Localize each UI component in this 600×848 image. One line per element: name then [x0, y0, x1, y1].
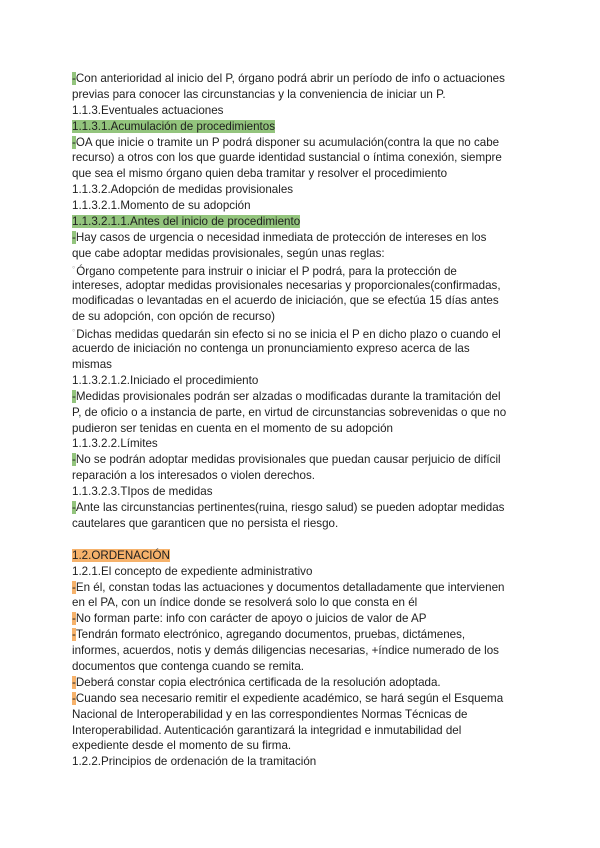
line-text: que sea el mismo órgano quien deba tramitar y resolver el procedimiento [72, 167, 448, 181]
dash-marker: - [72, 580, 76, 594]
text-line [72, 262, 532, 278]
text-line [72, 198, 532, 214]
dash-marker: - [72, 389, 76, 403]
text-line [72, 309, 532, 325]
text-line [72, 103, 532, 119]
line-text: pudieron ser tenidas en cuenta en el momento de su adopción [72, 421, 393, 435]
text-line [72, 643, 532, 659]
line-text: previas para conocer las circunstancias y la conveniencia de iniciar un P. [72, 87, 446, 101]
text-line [72, 707, 532, 723]
line-text: intereses, adoptar medidas provisionales necesarias y proporcionales(confirmadas, [72, 278, 501, 292]
line-text: Nacional de Interoperabilidad y en las correspondientes Normas Técnicas de [72, 707, 468, 721]
text-line [72, 723, 532, 739]
line-text: acuerdo de iniciación no contenga un pronunciamiento expreso acerca de las [72, 342, 470, 356]
line-text: Tendrán formato electrónico, agregando documentos, pruebas, dictámenes, [75, 628, 466, 642]
text-line [72, 246, 532, 262]
text-line [72, 468, 532, 484]
dash-marker: - [72, 675, 76, 689]
line-text: Interoperabilidad. Autenticación garantizará la integridad e inmutabilidad del [72, 723, 462, 737]
text-line [72, 421, 532, 437]
line-text: recurso) a otros con los que guarde identidad sustancial o íntima conexión, siempre [72, 151, 502, 165]
line-text: 1.1.3.2.2.Límites [72, 437, 158, 451]
line-text: expediente desde el momento de su firma. [72, 739, 292, 753]
line-text: Deberá constar copia electrónica certificada de la resolución adoptada. [75, 675, 441, 689]
text-line [72, 452, 532, 468]
bullet-icon: ° [72, 264, 76, 274]
text-line [72, 405, 532, 421]
line-text: Cuando sea necesario remitir el expediente académico, se hará según el Esquema [75, 691, 504, 705]
line-text: de su adopción, con opción de recurso) [72, 310, 276, 324]
line-text: Órgano competente para instruir o iniciar el P podrá, para la protección de [76, 264, 457, 278]
dash-marker: - [72, 628, 76, 642]
text-line [72, 611, 532, 627]
dash-marker: - [72, 72, 76, 85]
text-line [72, 516, 532, 532]
line-text: cautelares que garanticen que no persista el riesgo. [72, 516, 339, 530]
text-line [72, 580, 532, 596]
text-line [72, 150, 532, 166]
text-line [72, 675, 532, 691]
line-text: No forman parte: info con carácter de apoyo o juicios de valor de AP [75, 612, 427, 626]
dash-marker: - [72, 501, 76, 515]
text-line [72, 500, 532, 516]
line-text: Ante las circunstancias pertinentes(ruina, riesgo salud) se pueden adoptar medidas [75, 501, 505, 515]
bullet-icon: ° [72, 328, 76, 338]
line-text: documentos que contenga cuando se remita. [72, 659, 305, 673]
line-text: 1.2.2.Principios de ordenación de la tramitación [72, 755, 317, 769]
document-page [72, 71, 532, 770]
text-line [72, 230, 532, 246]
line-text: mismas [72, 358, 112, 372]
blank-line [72, 532, 532, 548]
heading-text: 1.1.3.2.1.1.Antes del inicio de procedimiento [72, 215, 301, 229]
line-text: OA que inicie o tramite un P podrá disponer su acumulación(contra la que no cabe [75, 135, 500, 149]
line-text: En él, constan todas las actuaciones y documentos detalladamente que intervienen [75, 580, 505, 594]
dash-marker: - [72, 230, 76, 244]
text-line [72, 389, 532, 405]
line-text: No se podrán adoptar medidas provisionales que puedan causar perjuicio de difícil [75, 453, 501, 467]
section-heading [72, 548, 532, 564]
line-text: modificadas o levantadas en el acuerdo de iniciación, que se efectúa 15 días antes [72, 294, 499, 308]
line-text: Hay casos de urgencia o necesidad inmediata de protección de intereses en los [75, 230, 487, 244]
text-line [72, 166, 532, 182]
line-text: P, de oficio o a instancia de parte, en virtud de circunstancias sobrevenidas o que no [72, 405, 507, 419]
text-line [72, 754, 532, 770]
section-heading [72, 214, 532, 230]
text-line [72, 436, 532, 452]
line-text: 1.1.3.2.Adopción de medidas provisionales [72, 183, 294, 197]
line-text: 1.2.1.El concepto de expediente administrativo [72, 564, 313, 578]
text-line [72, 659, 532, 675]
text-line [72, 373, 532, 389]
line-text: 1.1.3.2.1.2.Iniciado el procedimiento [72, 373, 259, 387]
line-text: reparación a los interesados o violen derechos. [72, 469, 315, 483]
text-line [72, 595, 532, 611]
line-text: Dichas medidas quedarán sin efecto si no se inicia el P en dicho plazo o cuando el [76, 328, 501, 342]
dash-marker: - [72, 453, 76, 467]
text-line [72, 87, 532, 103]
line-text: informes, acuerdos, notis y demás diligencias necesarias, +índice numerado de los [72, 644, 499, 658]
line-text: 1.1.3.2.3.TIpos de medidas [72, 485, 213, 499]
text-line [72, 278, 532, 294]
heading-text: 1.1.3.1.Acumulación de procedimientos [72, 119, 276, 133]
text-line [72, 738, 532, 754]
heading-text: 1.2.ORDENACIÓN [72, 548, 170, 562]
text-line [72, 627, 532, 643]
text-line [72, 293, 532, 309]
text-line [72, 182, 532, 198]
text-line [72, 357, 532, 373]
text-line [72, 325, 532, 341]
line-text: Con anterioridad al inicio del P, órgano podrá abrir un período de info o actuaciones [75, 72, 505, 85]
line-text: 1.1.3.2.1.Momento de su adopción [72, 199, 251, 213]
text-line [72, 71, 532, 87]
line-text: Medidas provisionales podrán ser alzadas o modificadas durante la tramitación del [75, 389, 501, 403]
line-text: que cabe adoptar medidas provisionales, según unas reglas: [72, 246, 385, 260]
dash-marker: - [72, 612, 76, 626]
text-line [72, 691, 532, 707]
text-line [72, 341, 532, 357]
dash-marker: - [72, 691, 76, 705]
section-heading [72, 119, 532, 135]
line-text: 1.1.3.Eventuales actuaciones [72, 103, 224, 117]
text-line [72, 135, 532, 151]
line-text: en el PA, con un índice donde se resolverá solo lo que consta en él [72, 596, 418, 610]
text-line [72, 564, 532, 580]
text-line [72, 484, 532, 500]
dash-marker: - [72, 135, 76, 149]
